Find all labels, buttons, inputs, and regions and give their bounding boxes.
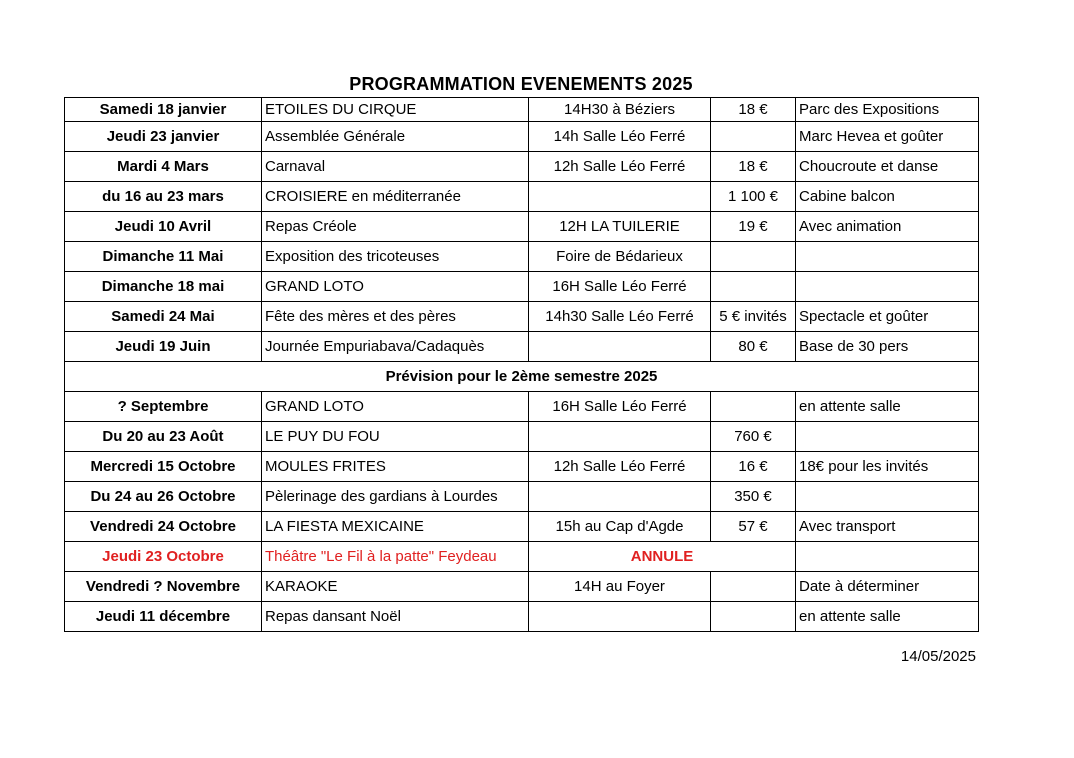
table-row (65, 332, 979, 362)
event-place (529, 182, 711, 212)
event-price: 350 € (711, 482, 796, 512)
event-name: Théâtre "Le Fil à la patte" Feydeau (262, 542, 529, 572)
event-place: 15h au Cap d'Agde (529, 512, 711, 542)
event-place (529, 422, 711, 452)
event-note: Spectacle et goûter (796, 302, 979, 332)
event-name: Fête des mères et des pères (262, 302, 529, 332)
event-place (529, 482, 711, 512)
event-note: Base de 30 pers (796, 332, 979, 362)
table-row-cancelled (65, 542, 979, 572)
event-note: Date à déterminer (796, 572, 979, 602)
event-price: 5 € invités (711, 302, 796, 332)
event-price: 16 € (711, 452, 796, 482)
event-date: Du 24 au 26 Octobre (65, 482, 262, 512)
event-price (711, 392, 796, 422)
event-note: en attente salle (796, 392, 979, 422)
event-name: KARAOKE (262, 572, 529, 602)
event-note: Cabine balcon (796, 182, 979, 212)
table-row (65, 272, 979, 302)
event-note (796, 272, 979, 302)
page-title: PROGRAMMATION EVENEMENTS 2025 (349, 74, 693, 94)
event-price: 18 € (711, 152, 796, 182)
event-date: Jeudi 23 janvier (65, 122, 262, 152)
event-note: Avec animation (796, 212, 979, 242)
event-note: Marc Hevea et goûter (796, 122, 979, 152)
event-date: Dimanche 18 mai (65, 272, 262, 302)
event-place (529, 602, 711, 632)
event-price: 18 € (711, 98, 796, 122)
table-row (65, 122, 979, 152)
table-row (65, 512, 979, 542)
event-price (711, 242, 796, 272)
document-date: 14/05/2025 (900, 648, 976, 665)
event-note: Choucroute et danse (796, 152, 979, 182)
event-name: Repas Créole (262, 212, 529, 242)
cancelled-badge: ANNULE (529, 542, 796, 572)
event-name: Repas dansant Noël (262, 602, 529, 632)
event-name: ETOILES DU CIRQUE (262, 98, 529, 122)
event-name: Journée Empuriabava/Cadaquès (262, 332, 529, 362)
event-place: 12h Salle Léo Ferré (529, 152, 711, 182)
event-place: 14h30 Salle Léo Ferré (529, 302, 711, 332)
event-note (796, 542, 979, 572)
event-name: Assemblée Générale (262, 122, 529, 152)
table-row (65, 182, 979, 212)
event-price: 57 € (711, 512, 796, 542)
table-row (65, 602, 979, 632)
event-name: MOULES FRITES (262, 452, 529, 482)
event-date: Mercredi 15 Octobre (65, 452, 262, 482)
event-name: Pèlerinage des gardians à Lourdes (262, 482, 529, 512)
event-date: Jeudi 23 Octobre (65, 542, 262, 572)
event-note (796, 482, 979, 512)
event-note (796, 422, 979, 452)
event-date: Mardi 4 Mars (65, 152, 262, 182)
section-row (65, 362, 979, 392)
event-place: 14H au Foyer (529, 572, 711, 602)
event-date: Du 20 au 23 Août (65, 422, 262, 452)
event-place: 14h Salle Léo Ferré (529, 122, 711, 152)
event-price: 19 € (711, 212, 796, 242)
event-name: CROISIERE en méditerranée (262, 182, 529, 212)
table-row (65, 422, 979, 452)
event-price (711, 122, 796, 152)
event-date: du 16 au 23 mars (65, 182, 262, 212)
event-date: Samedi 24 Mai (65, 302, 262, 332)
event-date: Vendredi ? Novembre (65, 572, 262, 602)
table-row (65, 392, 979, 422)
event-date: Samedi 18 janvier (65, 98, 262, 122)
event-place: Foire de Bédarieux (529, 242, 711, 272)
event-price: 1 100 € (711, 182, 796, 212)
event-date: Dimanche 11 Mai (65, 242, 262, 272)
events-table (64, 97, 979, 632)
event-note: Avec transport (796, 512, 979, 542)
event-price: 80 € (711, 332, 796, 362)
event-name: GRAND LOTO (262, 392, 529, 422)
table-row (65, 152, 979, 182)
event-name: Exposition des tricoteuses (262, 242, 529, 272)
event-note: 18€ pour les invités (796, 452, 979, 482)
event-price (711, 602, 796, 632)
event-date: Jeudi 10 Avril (65, 212, 262, 242)
event-price: 760 € (711, 422, 796, 452)
event-price (711, 572, 796, 602)
event-place: 14H30 à Béziers (529, 98, 711, 122)
event-place (529, 332, 711, 362)
event-note (796, 242, 979, 272)
table-row (65, 302, 979, 332)
table-row (65, 242, 979, 272)
event-place: 12h Salle Léo Ferré (529, 452, 711, 482)
event-place: 12H LA TUILERIE (529, 212, 711, 242)
event-name: LA FIESTA MEXICAINE (262, 512, 529, 542)
table-row (65, 572, 979, 602)
event-place: 16H Salle Léo Ferré (529, 392, 711, 422)
event-name: GRAND LOTO (262, 272, 529, 302)
event-note: Parc des Expositions (796, 98, 979, 122)
table-row (65, 452, 979, 482)
event-date: ? Septembre (65, 392, 262, 422)
table-row (65, 482, 979, 512)
table-row (65, 98, 979, 122)
event-place: 16H Salle Léo Ferré (529, 272, 711, 302)
event-price (711, 272, 796, 302)
event-name: Carnaval (262, 152, 529, 182)
event-name: LE PUY DU FOU (262, 422, 529, 452)
event-note: en attente salle (796, 602, 979, 632)
event-date: Jeudi 19 Juin (65, 332, 262, 362)
table-row (65, 212, 979, 242)
event-date: Vendredi 24 Octobre (65, 512, 262, 542)
event-date: Jeudi 11 décembre (65, 602, 262, 632)
section-heading: Prévision pour le 2ème semestre 2025 (65, 362, 979, 392)
